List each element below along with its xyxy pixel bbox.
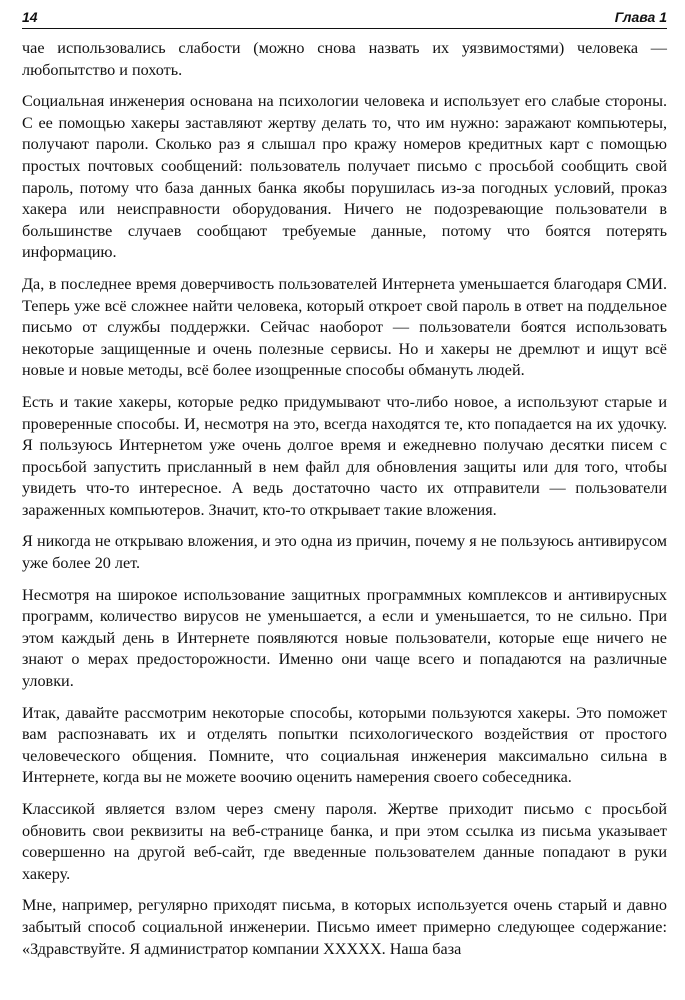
paragraph: Классикой является взлом через смену пароля. Жертве приходит письмо с просьбой обновить свои реквизиты на веб-странице банка, и при этом ссылка из письма указывает совершенно на другой веб-сайт, где введенные пользователем данные попадают в руки хакеру. bbox=[22, 800, 667, 883]
running-head bbox=[22, 8, 667, 29]
paragraph: чае использовались слабости (можно снова назвать их уязвимостями) человека — любопытство и похоть. bbox=[22, 39, 667, 79]
paragraph: Итак, давайте рассмотрим некоторые способы, которыми пользуются хакеры. Это поможет вам распознавать их и отделять попытки психологического воздействия от простого человеческого общения. Помните, что социальная инженерия максимально сильна в Интернете, когда вы не можете воочию оценить намерения своего собеседника. bbox=[22, 703, 667, 787]
body-text bbox=[22, 38, 667, 960]
paragraph: Я никогда не открываю вложения, и это одна из причин, почему я не пользуюсь антивирусом уже более 20 лет. bbox=[22, 532, 667, 573]
book-page bbox=[22, 8, 667, 960]
paragraph: Есть и такие хакеры, которые редко придумывают что-либо новое, а используют старые и проверенные способы. И, несмотря на это, всегда находятся те, кто попадается на их удочку. Я пользуюсь Интернетом уже очень долгое время и ежедневно получаю десятки писем с просьбой запустить присланный в нем файл для обновления защиты или для того, чтобы увидеть что-то интересное. А ведь достаточно часто их отправители — пользователи зараженных компьютеров. Значит, кто-то открывает такие вложения. bbox=[22, 392, 667, 519]
paragraph: Мне, например, регулярно приходят письма, в которых используется очень старый и давно забытый способ социальной инженерии. Письмо имеет примерно следующее содержание: «Здравствуйте. Я администратор компании XXXXX. Наша база bbox=[22, 896, 667, 958]
paragraph: Социальная инженерия основана на психологии человека и использует его слабые стороны. С ее помощью хакеры заставляют жертву делать то, что им нужно: заражают компьютеры, получают пароли. Сколько раз я слышал про кражу номеров кредитных карт с помощью простых почтовых сообщений: пользователь получает письмо с просьбой сообщить свой пароль, потому что база данных банка якобы порушилась из-за погодных условий, проказ хакера или неисправности оборудования. Ничего не подозревающие пользователи в большинстве случаев сообщают требуемые данные, потому что боятся потерять информацию. bbox=[22, 92, 667, 262]
chapter-title: Глава 1 bbox=[614, 9, 667, 25]
paragraph: Несмотря на широкое использование защитных программных комплексов и антивирусных программ, количество вирусов не уменьшается, а если и уменьшается, то не сильно. При этом каждый день в Интернете появляются новые пользователи, которые еще ничего не знают о мерах предосторожности. Именно они чаще всего и попадаются на различные уловки. bbox=[22, 585, 667, 691]
page-number: 14 bbox=[22, 9, 38, 25]
paragraph: Да, в последнее время доверчивость пользователей Интернета уменьшается благодаря СМИ. Теперь уже всё сложнее найти человека, который откроет свой пароль в ответ на поддельное письмо от службы поддержки. Сейчас наоборот — пользователи боятся использовать некоторые защищенные и очень полезные сервисы. Но и хакеры не дремлют и ищут всё новые и новые методы, всё более изощренные способы обмануть людей. bbox=[22, 274, 667, 380]
